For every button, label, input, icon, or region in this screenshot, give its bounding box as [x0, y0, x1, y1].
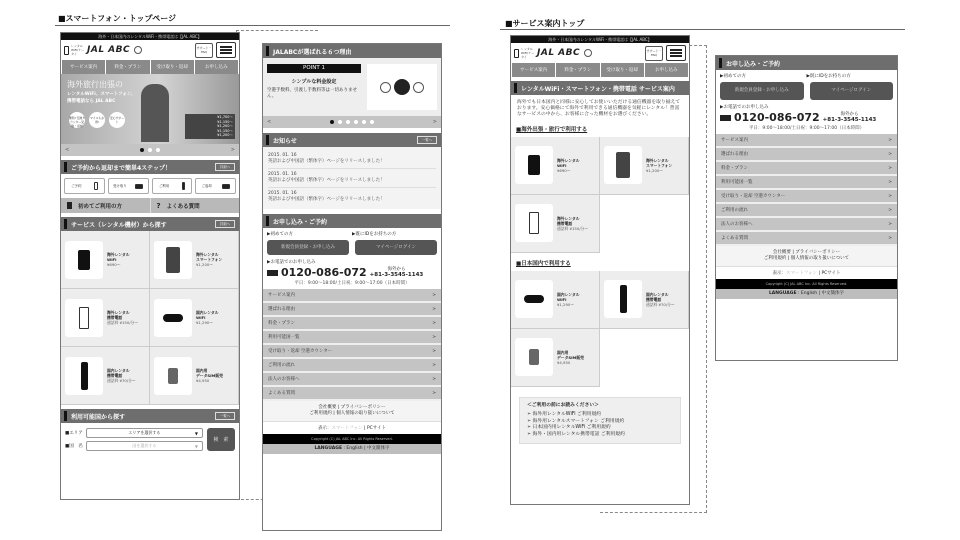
product-card[interactable]: 海外レンタル 携帯電話 通話料 ¥150/分〜 — [61, 289, 150, 347]
pager-dot[interactable] — [338, 120, 342, 124]
step-pickup[interactable]: 受け取り — [108, 178, 149, 194]
chevron-right-icon: > — [432, 306, 436, 312]
first-time-link[interactable]: 初めてご利用の方 — [61, 198, 150, 213]
link-faq[interactable]: よくある質問 > — [263, 387, 441, 401]
phone-mockup-service — [510, 35, 690, 505]
domestic-product-grid — [511, 271, 689, 387]
lang-chinese[interactable]: 中文簡体字 — [367, 446, 390, 451]
footer-policy: 会社概要 | プライバシーポリシー ご利用規約 | 個人情報の取り扱いについて — [716, 246, 897, 266]
logo-brand: JAL ABC — [537, 48, 581, 58]
hero-price-table: ¥1,700〜 ¥1,150〜 ¥1,200〜 ¥1,150〜 ¥1,200〜 — [185, 114, 235, 139]
member-label: ▶既にIDをお持ちの方 — [806, 74, 851, 79]
country-search — [61, 423, 239, 456]
point-body: 空港手数料、引渡し手数料等は一切ありません。 — [267, 88, 357, 99]
pager-dot[interactable] — [148, 148, 152, 152]
section-title-smartphone-top: ■スマートフォン・トップページ — [58, 14, 177, 23]
area-label: ■エリア — [65, 431, 83, 436]
divider — [55, 25, 450, 26]
hero-badge: マイルもお得! — [89, 112, 105, 128]
chevron-right-icon: > — [432, 320, 436, 326]
pager-dot[interactable] — [370, 120, 374, 124]
pager-dot[interactable] — [354, 120, 358, 124]
product-card[interactable]: 国内レンタル 携帯電話 通話料 ¥70/分〜 — [600, 271, 689, 329]
pager-dot[interactable] — [330, 120, 334, 124]
reasons-header: JALABCが選ばれる６つ理由 — [263, 44, 441, 58]
overseas-number[interactable]: +81-3-3545-1143 — [822, 117, 877, 123]
phone-label: ▶お電話でのお申し込み — [720, 105, 769, 110]
service-intro: 海外でも日本国内と同様に安心してお使いいただける通信機器を取り揃えております。安心価格にて海外で利用できる通信機器を気軽にレンタル！豊富なサービスの中から、お客様に合った機材をお選びください。 — [517, 100, 681, 118]
country-header: 利用可能国から探す 一覧へ — [61, 409, 239, 423]
terms-link[interactable]: ご利用規約 — [763, 256, 787, 261]
product-card[interactable]: 海外レンタル WiFi ¥690〜 — [511, 137, 600, 195]
phone-image — [620, 285, 627, 313]
chevron-right-icon: > — [888, 235, 892, 241]
chevron-right-icon: > — [432, 334, 436, 340]
search-button[interactable]: 検 索 — [207, 428, 235, 451]
nav-pickup-return[interactable]: 受け取り・返却 — [601, 63, 644, 77]
chevron-right-icon: > — [888, 137, 892, 143]
header — [511, 43, 689, 63]
language-switch: LANGUAGE : English | 中文簡体字 — [716, 289, 897, 299]
link-corporate[interactable]: 法人のお客様へ > — [716, 218, 897, 232]
smartphone-image — [616, 152, 630, 178]
terms-link[interactable]: ➢ 海外用レンタルスマートフォン ご利用規約 — [527, 418, 625, 424]
overseas-number[interactable]: +81-3-3545-1143 — [369, 272, 424, 278]
delivery-fee-icon — [413, 82, 424, 93]
point-illustration — [367, 64, 437, 110]
hero-headline: 海外旅行出張の — [67, 80, 123, 89]
feature-phone-image — [79, 307, 89, 329]
freedial-icon — [720, 115, 731, 121]
chevron-right-icon: > — [432, 348, 436, 354]
notice-title: ＜ご利用の前にお読みください＞ — [527, 402, 599, 408]
link-countries[interactable]: 利用可能国一覧 > — [716, 176, 897, 190]
steps-list — [61, 174, 239, 198]
sim-card-image — [529, 349, 539, 365]
country-label: ■国 名 — [65, 444, 83, 449]
company-link[interactable]: 会社概要 — [318, 405, 337, 410]
phone-mockup-service-continued — [715, 55, 898, 361]
chevron-right-icon: > — [888, 165, 892, 171]
phone-mockup-top — [60, 32, 240, 500]
personal-info-link[interactable]: 個人情報の取り扱いについて — [336, 411, 395, 416]
product-card[interactable]: 海外レンタル WiFi ¥690〜 — [61, 231, 150, 289]
chevron-right-icon: > — [432, 390, 436, 396]
phone-icon — [514, 49, 519, 58]
hero-pager — [61, 144, 239, 156]
link-service[interactable]: サービス案内 > — [716, 134, 897, 148]
step-reserve[interactable]: ご予約 — [64, 178, 105, 194]
freedial-icon — [267, 270, 278, 276]
faq-button[interactable]: サポート・FAQ — [645, 46, 663, 61]
chevron-right-icon: > — [888, 193, 892, 199]
menu-button[interactable] — [216, 42, 236, 58]
link-pricing[interactable]: 料金・プラン > — [716, 162, 897, 176]
terms-link[interactable]: ➢ 海外・国内用レンタル携帯電話 ご利用規約 — [527, 431, 625, 437]
business-hours: 平日：9:00〜18:00/土日祝：9:00〜17:00（日本時間） — [294, 281, 410, 286]
smartphone-icon — [94, 182, 98, 190]
chevron-right-icon: > — [888, 221, 892, 227]
link-countries[interactable]: 利用可能国一覧 > — [263, 331, 441, 345]
sp-view-link[interactable]: スマートフォン — [786, 271, 818, 276]
pc-view-link[interactable]: PCサイト — [821, 271, 841, 276]
crane-icon — [584, 49, 592, 57]
link-counter[interactable]: 受け取り・返却 空港カウンター > — [263, 345, 441, 359]
global-nav — [61, 60, 239, 74]
copyright: Copyright (C) JAL ABC Inc. All Rights Reserved. — [716, 279, 897, 289]
pc-view-link[interactable]: PCサイト — [366, 426, 386, 431]
register-button[interactable]: 新規会員登録・お申し込み — [267, 240, 349, 255]
top-banner: 海外・日本国内のレンタルWiFi・携帯電話は【JAL ABC】 — [511, 36, 689, 43]
lang-english[interactable]: English — [346, 446, 363, 451]
link-faq[interactable]: よくある質問 > — [716, 232, 897, 246]
phone-label: ▶お電話でのお申し込み — [267, 260, 316, 265]
nav-service[interactable]: サービス案内 — [62, 60, 105, 74]
phone-numbers: 0120-086-072 海外から +81-3-3545-1143 — [267, 266, 437, 278]
reason-pager — [263, 116, 441, 128]
hero-badge: 便利! 空港カウンター受取・返却 — [69, 112, 85, 128]
chevron-right-icon: > — [432, 292, 436, 298]
link-service[interactable]: サービス案内 > — [263, 289, 441, 303]
menu-button[interactable] — [666, 45, 686, 61]
service-header: レンタルWiFi・スマートフォン・携帯電話 サービス案内 — [511, 81, 689, 95]
yen-icon — [394, 79, 410, 95]
pager-dot[interactable] — [362, 120, 366, 124]
register-button[interactable]: 新規会員登録・お申し込み — [720, 82, 804, 100]
phone-mockup-top-continued — [262, 43, 442, 531]
apply-header: お申し込み・ご予約 — [716, 56, 897, 70]
step-return[interactable]: ご返却 — [195, 178, 236, 194]
nav-pricing[interactable]: 料金・プラン — [556, 63, 599, 77]
steps-header: ご予約から返却まで簡単4ステップ！ 詳細へ — [61, 160, 239, 174]
top-banner: 海外・日本国内のレンタルWiFi・携帯電話は【JAL ABC】 — [61, 33, 239, 40]
link-flow[interactable]: ご利用の流れ > — [263, 359, 441, 373]
hero-banner[interactable] — [61, 74, 239, 144]
link-corporate[interactable]: 法人のお客様へ > — [263, 373, 441, 387]
point-badge: POINT 1 — [267, 64, 361, 73]
hero-person-image — [141, 84, 169, 142]
news-item[interactable]: 2015. 01. 16 英語および中国語（繁体字）ページをリリースしました！ — [268, 169, 436, 188]
point-heading: シンプルな料金設定 — [291, 79, 337, 85]
country-more-button[interactable]: 一覧へ — [215, 412, 235, 420]
domestic-link[interactable]: ■日本国内で利用する — [516, 260, 571, 267]
privacy-link[interactable]: プライバシーポリシー — [340, 405, 386, 410]
news-item[interactable]: 2015. 01. 16 英語および中国語（繁体字）ページをリリースしました！ — [268, 150, 436, 169]
next-arrow-icon[interactable]: > — [432, 119, 437, 125]
freedial-number[interactable]: 0120-086-072 — [734, 111, 820, 124]
crane-icon — [134, 46, 142, 54]
privacy-link[interactable]: プライバシーポリシー — [795, 250, 841, 255]
logo-subtext: レンタル WiFi/ケータイ — [71, 44, 85, 56]
display-switch: 表示：スマートフォン | PCサイト — [716, 266, 897, 279]
chevron-right-icon: > — [888, 179, 892, 185]
nav-apply[interactable]: お申し込み — [195, 60, 238, 74]
product-card[interactable]: 国内レンタル 携帯電話 通話料 ¥70/分〜 — [61, 347, 150, 405]
wifi-router-image — [524, 295, 544, 303]
link-reasons[interactable]: 選ばれる理由 > — [716, 148, 897, 162]
overseas-product-grid — [511, 137, 689, 253]
divider — [500, 29, 905, 30]
logo-brand: JAL ABC — [87, 45, 131, 55]
faq-button[interactable]: サポート・FAQ — [195, 43, 213, 58]
lang-chinese[interactable]: 中文簡体字 — [821, 291, 845, 296]
faq-link[interactable]: ? よくある質問 — [150, 198, 240, 213]
link-flow[interactable]: ご利用の流れ > — [716, 204, 897, 218]
steps-more-button[interactable]: 詳細へ — [215, 163, 235, 171]
product-card[interactable]: 国内用 データSIM販売 ¥4,950 — [511, 329, 600, 387]
logo[interactable] — [514, 47, 645, 59]
chevron-right-icon: > — [432, 376, 436, 382]
product-card[interactable]: 国内レンタル WiFi ¥1,290〜 — [150, 289, 239, 347]
news-item[interactable]: 2015. 01. 16 英語および中国語（繁体字）ページをリリースしました！ — [268, 191, 385, 202]
news-list — [263, 147, 441, 209]
apply-section — [263, 228, 441, 289]
business-hours: 平日：9:00〜18:00/土日祝：9:00〜17:00（日本時間） — [748, 126, 865, 131]
prev-arrow-icon[interactable]: < — [267, 119, 272, 125]
copyright: Copyright (C) JAL ABC Inc. All Rights Reserved. — [263, 434, 441, 444]
country-select[interactable]: 国を選択する ▼ — [86, 441, 203, 451]
terms-link[interactable]: ➢ 海外用レンタルWiFi ご利用規約 — [527, 412, 602, 418]
global-nav — [511, 63, 689, 77]
wifi-router-image — [163, 314, 183, 322]
product-card[interactable]: 海外レンタル スマートフォン ¥1,200〜 — [600, 137, 689, 195]
phone-icon — [64, 46, 69, 55]
pager-dot[interactable] — [346, 120, 350, 124]
smartphone-image — [166, 247, 180, 273]
airport-fee-icon — [380, 82, 391, 93]
link-reasons[interactable]: 選ばれる理由 > — [263, 303, 441, 317]
sp-view-link[interactable]: スマートフォン — [331, 426, 363, 431]
language-switch: LANGUAGE : English | 中文簡体字 — [263, 444, 441, 454]
help-row — [61, 198, 239, 213]
login-button[interactable]: マイページログイン — [810, 82, 894, 100]
footer-links — [263, 289, 441, 401]
counter-icon — [135, 184, 143, 189]
company-link[interactable]: 会社概要 — [772, 250, 791, 255]
link-counter[interactable]: 受け取り・返却 空港カウンター > — [716, 190, 897, 204]
section-title-service-top: ■サービス案内トップ — [505, 19, 585, 28]
hero-subline: 携帯電話なら JAL ABC — [67, 99, 116, 104]
nav-pricing[interactable]: 料金・プラン — [106, 60, 149, 74]
phone-image — [81, 362, 88, 390]
hero-badge: 安心サポート — [109, 112, 125, 128]
chevron-right-icon: > — [888, 207, 892, 213]
logo-subtext: レンタル WiFi/ケータイ — [521, 47, 535, 59]
header — [61, 40, 239, 60]
freedial-number[interactable]: 0120-086-072 — [281, 266, 367, 279]
apply-section — [716, 70, 897, 134]
product-card[interactable]: 国内用 データSIM販売 ¥4,950 — [150, 347, 239, 405]
lang-english[interactable]: English — [800, 291, 818, 296]
product-grid — [61, 231, 239, 405]
nav-service[interactable]: サービス案内 — [512, 63, 555, 77]
news-header: お知らせ 一覧へ — [263, 133, 441, 147]
login-button[interactable]: マイページログイン — [355, 240, 437, 255]
link-pricing[interactable]: 料金・プラン > — [263, 317, 441, 331]
sim-card-image — [168, 368, 178, 384]
nav-pickup-return[interactable]: 受け取り・返却 — [151, 60, 194, 74]
member-label: ▶既にIDをお持ちの方 — [352, 232, 397, 237]
prev-arrow-icon[interactable]: < — [65, 147, 70, 153]
question-icon: ? — [156, 201, 161, 210]
terms-notice — [519, 397, 681, 445]
chevron-right-icon: > — [888, 151, 892, 157]
feature-phone-image — [529, 212, 539, 234]
terms-link[interactable]: ➢ 日本国内用レンタルWiFi ご利用規約 — [527, 425, 611, 431]
first-time-label: ▶初めての方 — [720, 74, 746, 79]
product-card[interactable]: 国内レンタル WiFi ¥1,290〜 — [511, 271, 600, 329]
pager-dot[interactable] — [156, 148, 160, 152]
overseas-link[interactable]: ■海外出張・旅行で利用する — [516, 126, 588, 133]
chevron-right-icon: > — [432, 362, 436, 368]
terms-link[interactable]: ご利用規約 — [309, 411, 332, 416]
logo[interactable] — [64, 44, 195, 56]
phone-numbers: 0120-086-072 海外から +81-3-3545-1143 — [720, 111, 893, 123]
person-icon — [182, 182, 185, 190]
reason-slide[interactable] — [263, 58, 441, 116]
news-more-button[interactable]: 一覧へ — [417, 136, 437, 144]
services-header: サービス（レンタル機材）から探す 詳細へ — [61, 217, 239, 231]
wifi-router-image — [528, 155, 540, 175]
beginner-mark-icon — [67, 202, 72, 209]
apply-header: お申し込み・ご予約 — [263, 214, 441, 228]
services-more-button[interactable]: 詳細へ — [215, 220, 235, 228]
product-card[interactable]: 海外レンタル 携帯電話 通話料 ¥150/分〜 — [511, 195, 600, 253]
product-card[interactable]: 海外レンタル スマートフォン ¥1,200〜 — [150, 231, 239, 289]
personal-info-link[interactable]: 個人情報の取り扱いについて — [790, 256, 850, 261]
area-select[interactable]: エリアを選択する ▼ — [86, 428, 203, 438]
nav-apply[interactable]: お申し込み — [645, 63, 688, 77]
display-switch: 表示：スマートフォン | PCサイト — [263, 421, 441, 434]
wifi-router-image — [78, 250, 90, 270]
next-arrow-icon[interactable]: > — [230, 147, 235, 153]
counter-icon — [222, 184, 230, 189]
hero-subline: レンタルWiFi、スマートフォン、 — [67, 92, 136, 97]
step-use[interactable]: ご利用 — [152, 178, 193, 194]
first-time-label: ▶初めての方 — [267, 232, 293, 237]
pager-dot[interactable] — [140, 148, 144, 152]
footer-policy: 会社概要 | プライバシーポリシー ご利用規約 | 個人情報の取り扱いについて — [263, 401, 441, 421]
footer-links — [716, 134, 897, 246]
